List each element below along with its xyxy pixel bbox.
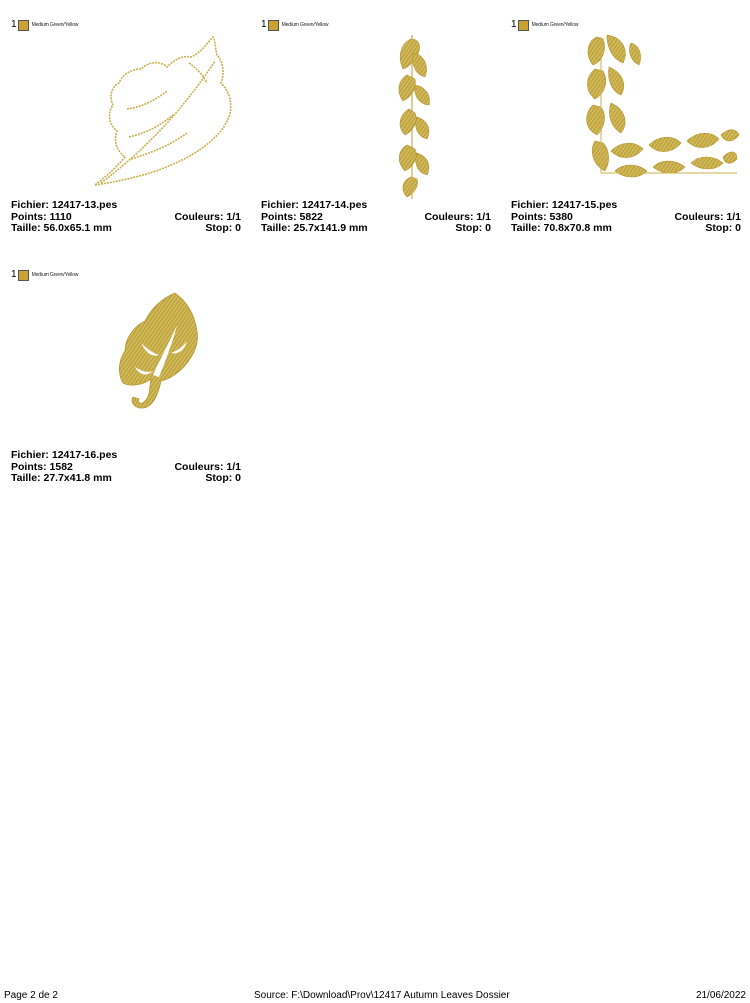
design-card-3 [511,19,741,244]
stop-value: 0 [485,222,491,234]
design-card-4 [11,269,241,494]
colors-line: Couleurs: 1/1 [424,210,491,223]
stop-value: 0 [735,222,741,234]
points-value: 5380 [549,210,573,223]
design-info [511,200,741,235]
file-name: 12417-16.pes [51,449,118,461]
thread-swatch [18,20,29,31]
thread-color-legend [11,19,78,31]
thread-index: 1 [11,269,17,280]
print-date: 21/06/2022 [695,990,746,1001]
points-line: Points: 1110 [11,210,72,223]
thread-name: Medium Green/Yellow [31,22,79,28]
design-card-1 [11,19,241,244]
stop-line: Stop: 0 [455,222,491,234]
thread-index: 1 [511,19,517,30]
points-line: Points: 5380 [511,210,573,223]
thread-name: Medium Green/Yellow [531,22,579,28]
design-info [261,200,491,235]
design-preview-filled-leaf [11,283,241,451]
points-value: 1110 [49,210,72,223]
size-line: Taille: 70.8x70.8 mm [511,222,612,234]
size-line: Taille: 25.7x141.9 mm [261,222,368,234]
colors-line: Couleurs: 1/1 [174,210,241,223]
file-line: Fichier: 12417-14.pes [261,199,368,211]
file-line: Fichier: 12417-13.pes [11,199,118,211]
colors-line: Couleurs: 1/1 [174,460,241,473]
design-card-2 [261,19,491,244]
colors-value: 1/1 [476,210,491,223]
size-value: 25.7x141.9 mm [293,222,368,234]
size-line: Taille: 27.7x41.8 mm [11,472,112,484]
thread-name: Medium Green/Yellow [281,22,329,28]
design-preview-outline-leaf [11,33,241,201]
file-line: Fichier: 12417-16.pes [11,449,118,461]
thread-index: 1 [11,19,17,30]
file-line: Fichier: 12417-15.pes [511,199,618,211]
colors-value: 1/1 [226,460,241,473]
thread-color-legend [261,19,328,31]
thread-index: 1 [261,19,267,30]
file-name: 12417-14.pes [301,199,368,211]
thread-swatch [518,20,529,31]
stop-line: Stop: 0 [705,222,741,234]
stop-value: 0 [235,472,241,484]
stop-line: Stop: 0 [205,222,241,234]
file-name: 12417-15.pes [551,199,618,211]
size-value: 27.7x41.8 mm [43,472,112,484]
size-value: 70.8x70.8 mm [543,222,612,234]
design-info [11,450,241,485]
design-info [11,200,241,235]
stop-line: Stop: 0 [205,472,241,484]
points-line: Points: 1582 [11,460,73,473]
points-value: 1582 [49,460,73,473]
design-preview-leaf-corner [511,33,741,201]
thread-swatch [268,20,279,31]
design-preview-leaf-border [261,33,491,201]
thread-name: Medium Green/Yellow [31,272,79,278]
stop-value: 0 [235,222,241,234]
source-path: Source: F:\Download\Prov\12417 Autumn Leaves Dossier [254,990,510,1001]
points-value: 5822 [299,210,323,223]
size-line: Taille: 56.0x65.1 mm [11,222,112,234]
file-name: 12417-13.pes [51,199,118,211]
colors-value: 1/1 [726,210,741,223]
page-number: Page 2 de 2 [4,990,58,1001]
thread-swatch [18,270,29,281]
thread-color-legend [11,269,78,281]
size-value: 56.0x65.1 mm [43,222,112,234]
points-line: Points: 5822 [261,210,323,223]
colors-value: 1/1 [226,210,241,223]
thread-color-legend [511,19,578,31]
colors-line: Couleurs: 1/1 [674,210,741,223]
